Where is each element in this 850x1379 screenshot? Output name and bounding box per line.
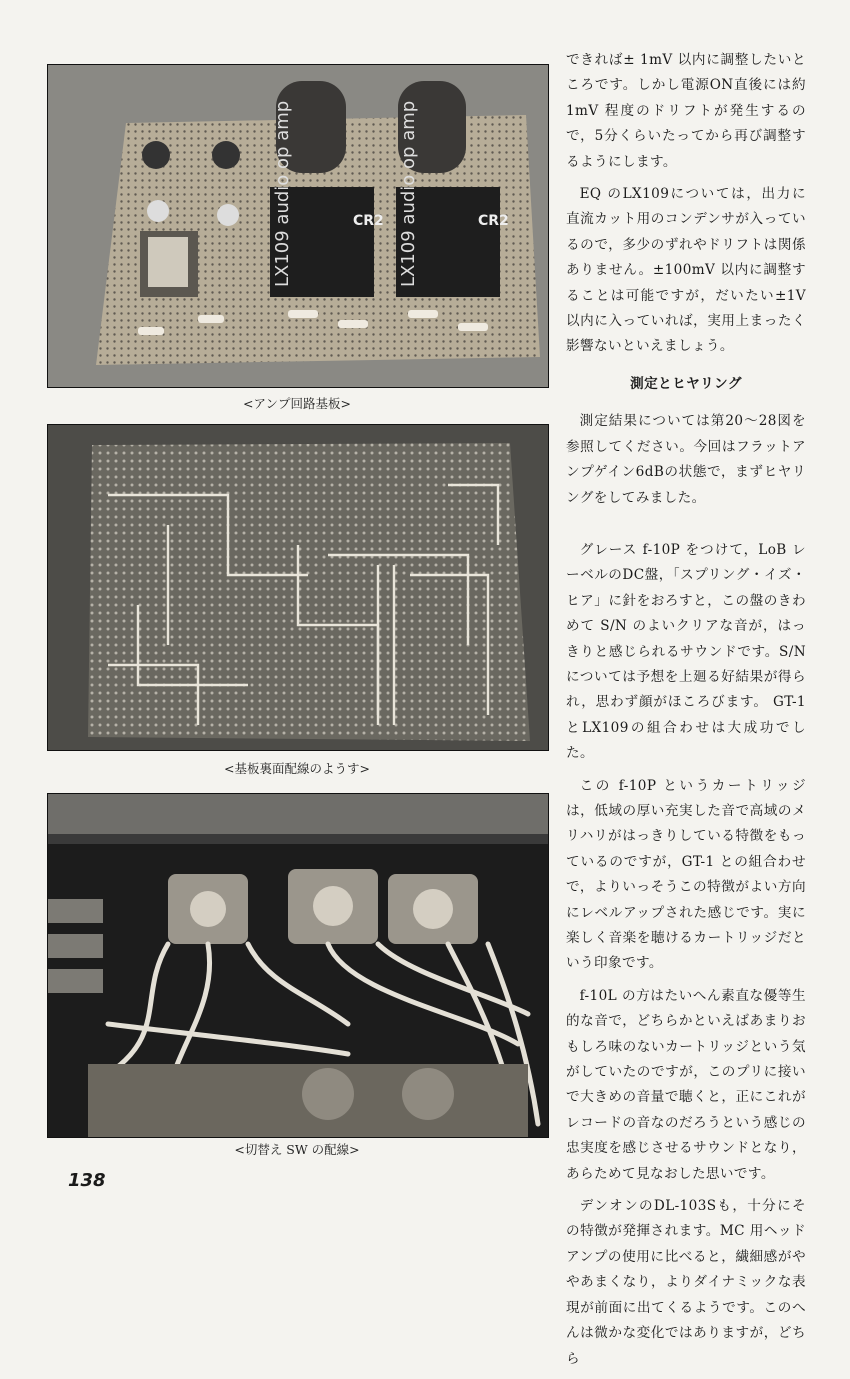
paragraph: できれば± 1mV 以内に調整したいところです。しかし電源ON直後には約1mV 程度のドリフトが発生するので，5分くらいたってから再び調整するようにします。 [566, 52, 806, 170]
photo-caption-amp-board: <アンプ回路基板> [243, 396, 351, 411]
amp-board-illustration [48, 65, 548, 387]
paragraph: f-10L の方はたいへん素直な優等生的な音で，どちらかといえばあまりおもしろ味のないカートリッジという気がしていたのですが，このプリに接いで大きめの音量で聴くと，正にこれがレコードの音なのだろうという感じの忠実度を感じさせるサウンドとなり，あらためて見なおした思いです。 [566, 987, 806, 1182]
board-wiring-illustration [48, 425, 548, 750]
paragraph: この f-10P というカートリッジは，低域の厚い充実した音で高域のメリハリがはっきりしている特徴をもっているのですが，GT-1 との組合わせで，よりいっそうこの特徴がよい方向にレベルアップされた感じです。実に楽しく音楽を聴けるカートリッジだという印象です。 [566, 777, 806, 972]
photo-caption-board-wiring: <基板裏面配線のようす> [224, 761, 370, 776]
page-number: 138 [68, 1170, 106, 1191]
module-label: LX109 audio op amp [398, 100, 419, 287]
paragraph: デンオンのDL-103Sも，十分にその特徴が発揮されます。MC 用ヘッドアンプの使用に比べると，繊細感がややあまくなり，よりダイナミックな表現が前面に出てくるようです。このへんは微かな変化ではありますが，どちら [566, 1198, 806, 1367]
module-brand: CR2 [353, 213, 384, 229]
body-text-column [566, 48, 806, 1379]
board-wiring-photo [47, 424, 549, 751]
section-heading: 測定とヒヤリング [630, 375, 742, 392]
paragraph: EQ のLX109については，出力に直流カット用のコンデンサが入っているので，多少のずれやドリフトは関係ありません。±100mV 以内に調整することは可能ですが，だいたい±1V以内に入っていれば，実用上まったく影響ないといえましょう。 [566, 186, 806, 355]
paragraph: グレース f-10P をつけて，LoB レーベルのDC盤，「スプリング・イズ・ヒア」に針をおろすと，この盤のきわめて S/N のよいクリアな音が，はっきりと感じられるサウンドです。S/N については予想を上廻る好結果が得られ，思わず顔がほころびます。 GT-1 とLX109の組合わせは大成功でした。 [566, 541, 806, 762]
module-brand: CR2 [478, 213, 509, 229]
module-label: LX109 audio op amp [272, 100, 293, 287]
amp-board-photo [47, 64, 549, 388]
paragraph: 測定結果については第20〜28図を参照してください。今回はフラットアンプゲイン6dBの状態で，まずヒヤリングをしてみました。 [566, 413, 806, 506]
photo-caption-switch-wiring: <切替え SW の配線> [234, 1142, 360, 1157]
switch-wiring-illustration [48, 794, 548, 1137]
switch-wiring-photo [47, 793, 549, 1138]
